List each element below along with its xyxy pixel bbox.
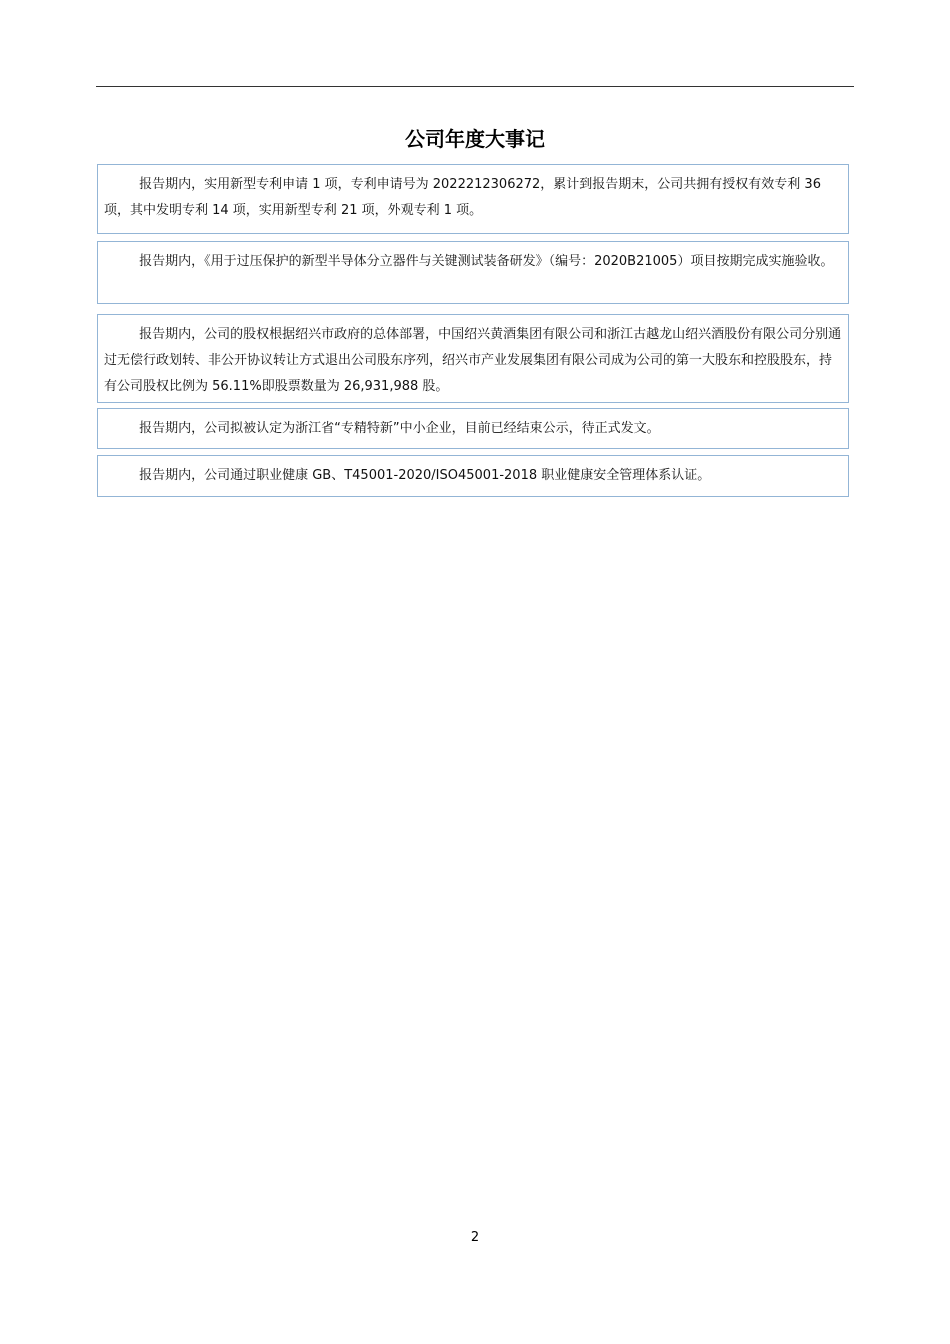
event-text: 报告期内，公司通过职业健康 GB、T45001-2020/ISO45001-2018 职业健康安全管理体系认证。 [139,468,711,483]
event-text: 报告期内，公司拟被认定为浙江省“专精特新”中小企业，目前已经结束公示，待正式发文。 [139,421,660,436]
event-text: 报告期内，《用于过压保护的新型半导体分立器件与关键测试装备研发》（编号：2020B21005）项目按期完成实施验收。 [139,254,834,269]
event-box [97,241,849,304]
event-box [97,314,849,403]
header-rule [96,86,854,87]
event-text: 报告期内，公司的股权根据绍兴市政府的总体部署，中国绍兴黄酒集团有限公司和浙江古越龙山绍兴酒股份有限公司分别通过无偿行政划转、非公开协议转让方式退出公司股东序列，绍兴市产业发展集团有限公司成为公司的第一大股东和控股股东，持有公司股权比例为 56.11%即股票数量为 26,931,988 股。 [104,327,842,394]
event-box [97,164,849,234]
event-text: 报告期内，实用新型专利申请 1 项，专利申请号为 2022212306272，累计到报告期末，公司共拥有授权有效专利 36 项，其中发明专利 14 项，实用新型专利 21 项，外观专利 1 项。 [104,177,821,218]
event-box [97,455,849,497]
page-title: 公司年度大事记 [405,127,545,151]
page-number: 2 [470,1230,480,1245]
event-box [97,408,849,449]
